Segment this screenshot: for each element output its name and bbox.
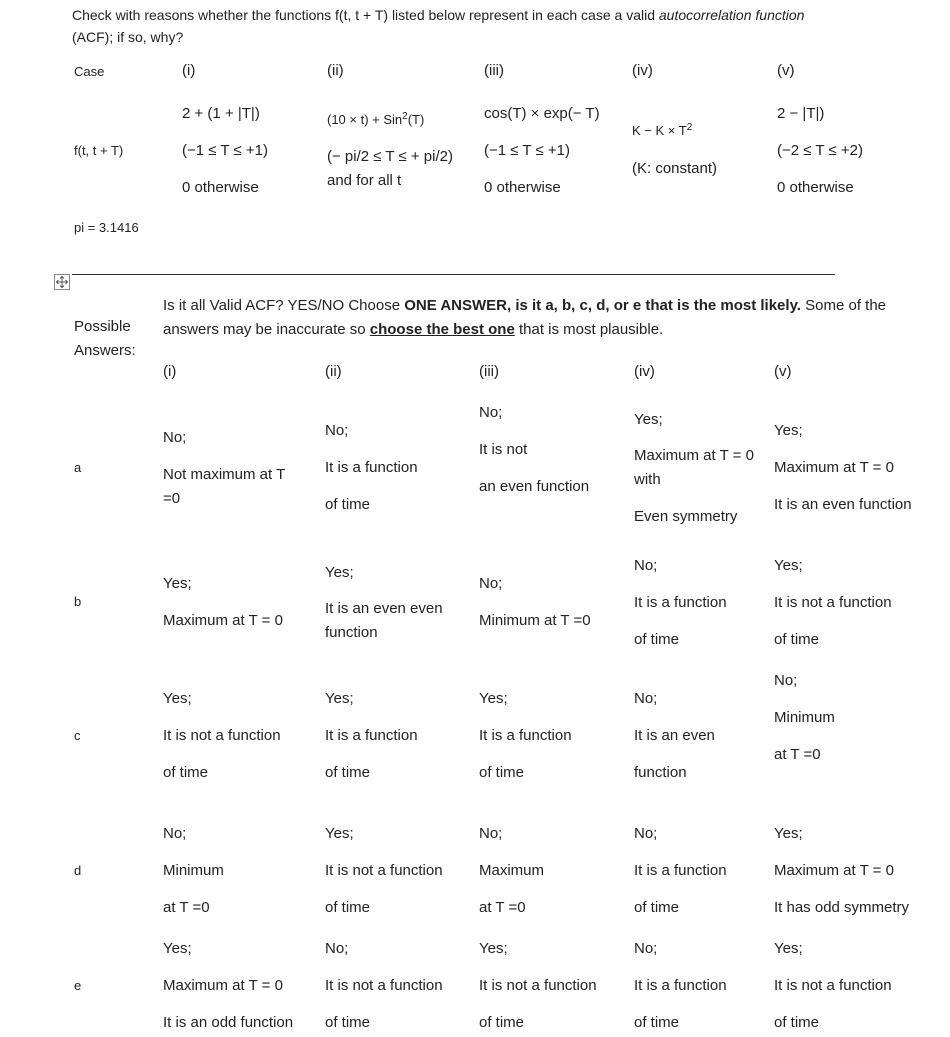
answer-e-iv-3: of time (634, 1014, 680, 1031)
answer-b-ii-1: Yes; (325, 564, 354, 581)
case-iv-line-2: (K: constant) (632, 160, 718, 177)
answer-header-v: (v) (774, 363, 792, 380)
case-header-iii: (iii) (484, 62, 504, 79)
answer-a-i-1: No; (163, 429, 187, 446)
answer-c-iii-3: of time (479, 764, 525, 781)
answer-d-iii-3: at T =0 (479, 899, 526, 916)
answer-e-v-3: of time (774, 1014, 820, 1031)
answer-e-ii-2: It is not a function (325, 977, 443, 994)
answer-a-i-2: Not maximum at T (163, 466, 286, 483)
answer-d-iv-3: of time (634, 899, 680, 916)
case-i-line-2: (−1 ≤ T ≤ +1) (182, 142, 268, 159)
question-part-1: Check with reasons whether the functions f(t, t + T) listed below represent in each case a valid (72, 7, 659, 23)
case-label: Case (74, 64, 105, 79)
answer-a-v-1: Yes; (774, 422, 803, 439)
answer-c-v-2: Minimum (774, 709, 835, 726)
answer-e-i-3: It is an odd function (163, 1014, 294, 1031)
answer-b-label: b (74, 594, 82, 609)
answer-b-iv-3: of time (634, 631, 680, 648)
answer-b-iii-1: No; (479, 575, 503, 592)
answer-d-ii-3: of time (325, 899, 371, 916)
instructions (163, 294, 943, 342)
answer-d-v-3: It has odd symmetry (774, 899, 910, 916)
answer-a-iv-1: Yes; (634, 411, 663, 428)
answer-a-v-3: It is an even function (774, 496, 912, 513)
answer-d-i-2: Minimum (163, 862, 224, 879)
case-i-line-1: 2 + (1 + |T|) (182, 105, 260, 122)
answer-d-v-1: Yes; (774, 825, 803, 842)
case-header-ii: (ii) (327, 62, 344, 79)
answer-a-iv-3: with (634, 471, 661, 488)
answer-d-v-2: Maximum at T = 0 (774, 862, 894, 879)
answer-d-iv-1: No; (634, 825, 658, 842)
answer-b-ii-3: function (325, 624, 378, 641)
answer-d-i-3: at T =0 (163, 899, 210, 916)
question-text (72, 4, 832, 48)
answer-d-iv-2: It is a function (634, 862, 727, 879)
answer-d-iii-2: Maximum (479, 862, 545, 879)
answer-e-i-1: Yes; (163, 940, 192, 957)
answer-d-ii-1: Yes; (325, 825, 354, 842)
answer-a-iv-2: Maximum at T = 0 (634, 447, 754, 464)
answer-b-iii-2: Minimum at T =0 (479, 612, 591, 629)
answer-e-iv-1: No; (634, 940, 658, 957)
answer-d-i-1: No; (163, 825, 187, 842)
answer-c-iii-2: It is a function (479, 727, 572, 744)
move-arrows-icon (55, 275, 69, 289)
answer-c-ii-3: of time (325, 764, 371, 781)
answer-e-ii-3: of time (325, 1014, 371, 1031)
case-iii-line-2: (−1 ≤ T ≤ +1) (484, 142, 570, 159)
case-header-i: (i) (182, 62, 196, 79)
case-iii-line-1: cos(T) × exp(− T) (484, 105, 600, 122)
instructions-part-3: that is most plausible. (514, 321, 664, 338)
answer-e-v-2: It is not a function (774, 977, 892, 994)
answer-c-iv-3: function (634, 764, 687, 781)
answer-a-label: a (74, 460, 82, 475)
case-ii-superscript: 2 (402, 111, 408, 122)
answer-b-i-1: Yes; (163, 575, 192, 592)
answer-c-iv-2: It is an even (634, 727, 715, 744)
case-ii-line-1-tail: (T) (407, 112, 425, 127)
instructions-bold: ONE ANSWER, is it a, b, c, d, or e that is the most likely. (404, 297, 801, 314)
possible-answers-label-1: Possible (74, 318, 131, 335)
answer-header-iii: (iii) (479, 363, 499, 380)
answer-a-ii-2: It is a function (325, 459, 418, 476)
answer-c-iv-1: No; (634, 690, 658, 707)
answer-c-label: c (74, 728, 81, 743)
answer-c-i-1: Yes; (163, 690, 192, 707)
answer-d-ii-2: It is not a function (325, 862, 443, 879)
question-italic-function: function (755, 7, 805, 23)
case-iv-line-1-text: K − K × T (632, 123, 687, 138)
answer-b-v-3: of time (774, 631, 820, 648)
answer-c-i-2: It is not a function (163, 727, 281, 744)
case-v-line-2: (−2 ≤ T ≤ +2) (777, 142, 863, 159)
answer-e-iii-2: It is not a function (479, 977, 597, 994)
answer-e-i-2: Maximum at T = 0 (163, 977, 283, 994)
case-header-iv: (iv) (632, 62, 653, 79)
section-divider (72, 274, 835, 275)
answer-a-iii-3: an even function (479, 478, 590, 495)
answer-c-v-3: at T =0 (774, 746, 821, 763)
answer-d-iii-1: No; (479, 825, 503, 842)
answer-b-iv-2: It is a function (634, 594, 727, 611)
answer-e-iv-2: It is a function (634, 977, 727, 994)
case-ii-line-1-text: (10 × t) + Sin (327, 112, 403, 127)
answer-header-ii: (ii) (325, 363, 342, 380)
question-italic-autocorrelation: autocorrelation (658, 7, 752, 23)
answer-a-v-2: Maximum at T = 0 (774, 459, 894, 476)
answer-header-iv: (iv) (634, 363, 655, 380)
case-iv-line-1 (632, 123, 692, 138)
answer-c-iii-1: Yes; (479, 690, 508, 707)
answer-e-label: e (74, 978, 82, 993)
answer-b-ii-2: It is an even even (325, 600, 443, 617)
answer-a-iv-4: Even symmetry (634, 508, 738, 525)
case-iv-superscript: 2 (686, 122, 693, 133)
answer-e-iii-3: of time (479, 1014, 525, 1031)
answer-b-v-1: Yes; (774, 557, 803, 574)
case-header-v: (v) (777, 62, 795, 79)
instructions-part-1: Is it all Valid ACF? YES/NO Choose (163, 297, 405, 314)
answer-c-i-3: of time (163, 764, 209, 781)
answer-a-i-3: =0 (163, 490, 181, 507)
function-row-label: f(t, t + T) (74, 143, 124, 158)
answer-e-ii-1: No; (325, 940, 349, 957)
case-ii-line-1 (327, 112, 424, 127)
answer-d-label: d (74, 863, 82, 878)
answer-c-ii-1: Yes; (325, 690, 354, 707)
case-ii-line-2: (− pi/2 ≤ T ≤ + pi/2) (327, 148, 453, 165)
pi-note: pi = 3.1416 (74, 220, 139, 235)
answer-c-ii-2: It is a function (325, 727, 418, 744)
instructions-part-2: Some of the answers may be inaccurate so (163, 297, 887, 338)
case-v-line-1: 2 − |T|) (777, 105, 825, 122)
answer-c-v-1: No; (774, 672, 798, 689)
possible-answers-label-2: Answers: (74, 342, 136, 359)
answer-a-ii-3: of time (325, 496, 371, 513)
answer-e-iii-1: Yes; (479, 940, 508, 957)
answer-b-i-2: Maximum at T = 0 (163, 612, 283, 629)
case-iii-line-3: 0 otherwise (484, 179, 561, 196)
answer-a-iii-2: It is not (479, 441, 528, 458)
instructions-underlined: choose the best one (369, 321, 515, 338)
table-move-handle[interactable] (54, 274, 70, 290)
answer-e-v-1: Yes; (774, 940, 803, 957)
case-v-line-3: 0 otherwise (777, 179, 854, 196)
answer-header-i: (i) (163, 363, 177, 380)
case-i-line-3: 0 otherwise (182, 179, 259, 196)
answer-b-iv-1: No; (634, 557, 658, 574)
case-ii-line-3: and for all t (327, 172, 402, 189)
answer-a-ii-1: No; (325, 422, 349, 439)
answer-b-v-2: It is not a function (774, 594, 892, 611)
answer-a-iii-1: No; (479, 404, 503, 421)
question-part-2: (ACF); if so, why? (72, 29, 184, 45)
